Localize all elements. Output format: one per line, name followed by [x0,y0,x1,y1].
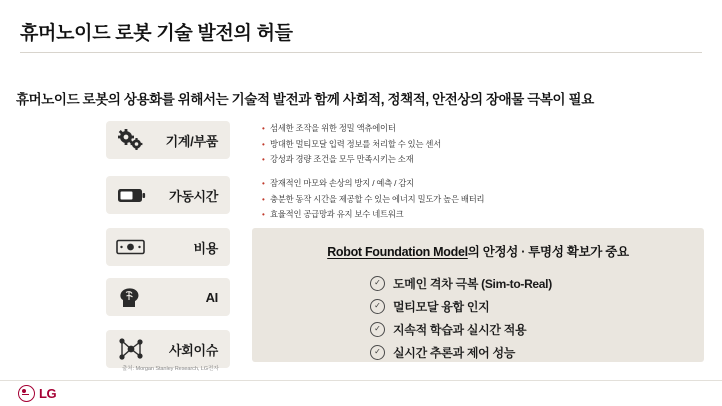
bullet-dot-icon: • [262,124,265,133]
lg-logo [18,385,56,402]
list-item [370,272,552,294]
page-subtitle: 휴머노이드 로봇의 상용화를 위해서는 기술적 발전과 함께 사회적, 정책적, 안전상의 장애물 극복이 필요 [16,92,594,107]
category-label: 사회이슈 [168,342,218,358]
bullet-text: 강성과 경량 조건을 모두 만족시키는 소재 [270,154,414,164]
category-label: AI [205,289,218,305]
check-label: 도메인 격차 극복 (Sim-to-Real) [393,276,552,291]
title-divider [20,52,702,53]
bullet-text: 충분한 동작 시간을 제공할 수 있는 에너지 밀도가 높은 배터리 [270,193,485,204]
lg-logo-icon [18,385,35,402]
check-label: 멀티모달 융합 인지 [393,299,490,314]
bullet-group-uptime [262,176,484,223]
bullet-dot-icon: • [262,194,265,204]
panel-heading [252,242,704,260]
list-item [370,295,552,317]
check-circle-icon: ✓ [370,276,385,291]
bullet-dot-icon: • [262,179,265,188]
list-item [370,318,552,340]
category-pill-social[interactable] [106,330,230,368]
bullet-text: 효율적인 공급망과 유지 보수 네트워크 [270,209,404,219]
category-pill-ai[interactable] [106,278,230,316]
check-circle-icon: ✓ [370,345,385,360]
lg-logo-text: LG [39,386,57,401]
category-label: 비용 [193,240,218,256]
category-pill-cost[interactable] [106,228,230,266]
bullet-text: 섬세한 조작을 위한 정밀 액츄에이터 [270,123,396,133]
bullet-dot-icon: • [262,139,265,149]
money-icon [114,232,148,262]
bullet-text: 잠재적인 마모와 손상의 방지 / 예측 / 감지 [270,178,414,188]
check-label: 실시간 추론과 제어 성능 [393,345,516,360]
check-circle-icon: ✓ [370,299,385,314]
highlight-panel [252,228,704,362]
category-label: 기계/부품 [165,133,218,149]
check-list [370,272,552,364]
bullet-dot-icon: • [262,210,265,219]
bullet-text: 방대한 멀티모달 입력 정보를 처리할 수 있는 센서 [270,138,442,149]
bullet-item [262,121,441,137]
list-item [370,341,552,363]
bullet-item [262,192,484,208]
panel-heading-suffix: 의 안정성 · 투명성 확보가 중요 [467,245,629,259]
brain-head-icon [114,282,148,312]
network-nodes-icon [114,334,148,364]
battery-icon [114,180,148,210]
bullet-item [262,176,484,192]
check-label: 지속적 학습과 실시간 적용 [393,322,527,337]
panel-heading-prefix: Robot Foundation Model [327,245,468,259]
page-title: 휴머노이드 로봇 기술 발전의 허들 [20,23,293,44]
bullet-dot-icon: • [262,155,265,164]
category-pill-mechanics[interactable] [106,121,230,159]
gears-icon [114,125,148,155]
category-pill-uptime[interactable] [106,176,230,214]
bullet-item [262,152,441,168]
bullet-item [262,137,441,153]
category-label: 가동시간 [168,188,218,204]
source-note: 출처: Morgan Stanley Research, LG전자 [122,366,219,372]
bullet-item [262,207,484,223]
check-circle-icon: ✓ [370,322,385,337]
footer-divider [0,380,722,381]
bullet-group-mechanics [262,121,441,168]
